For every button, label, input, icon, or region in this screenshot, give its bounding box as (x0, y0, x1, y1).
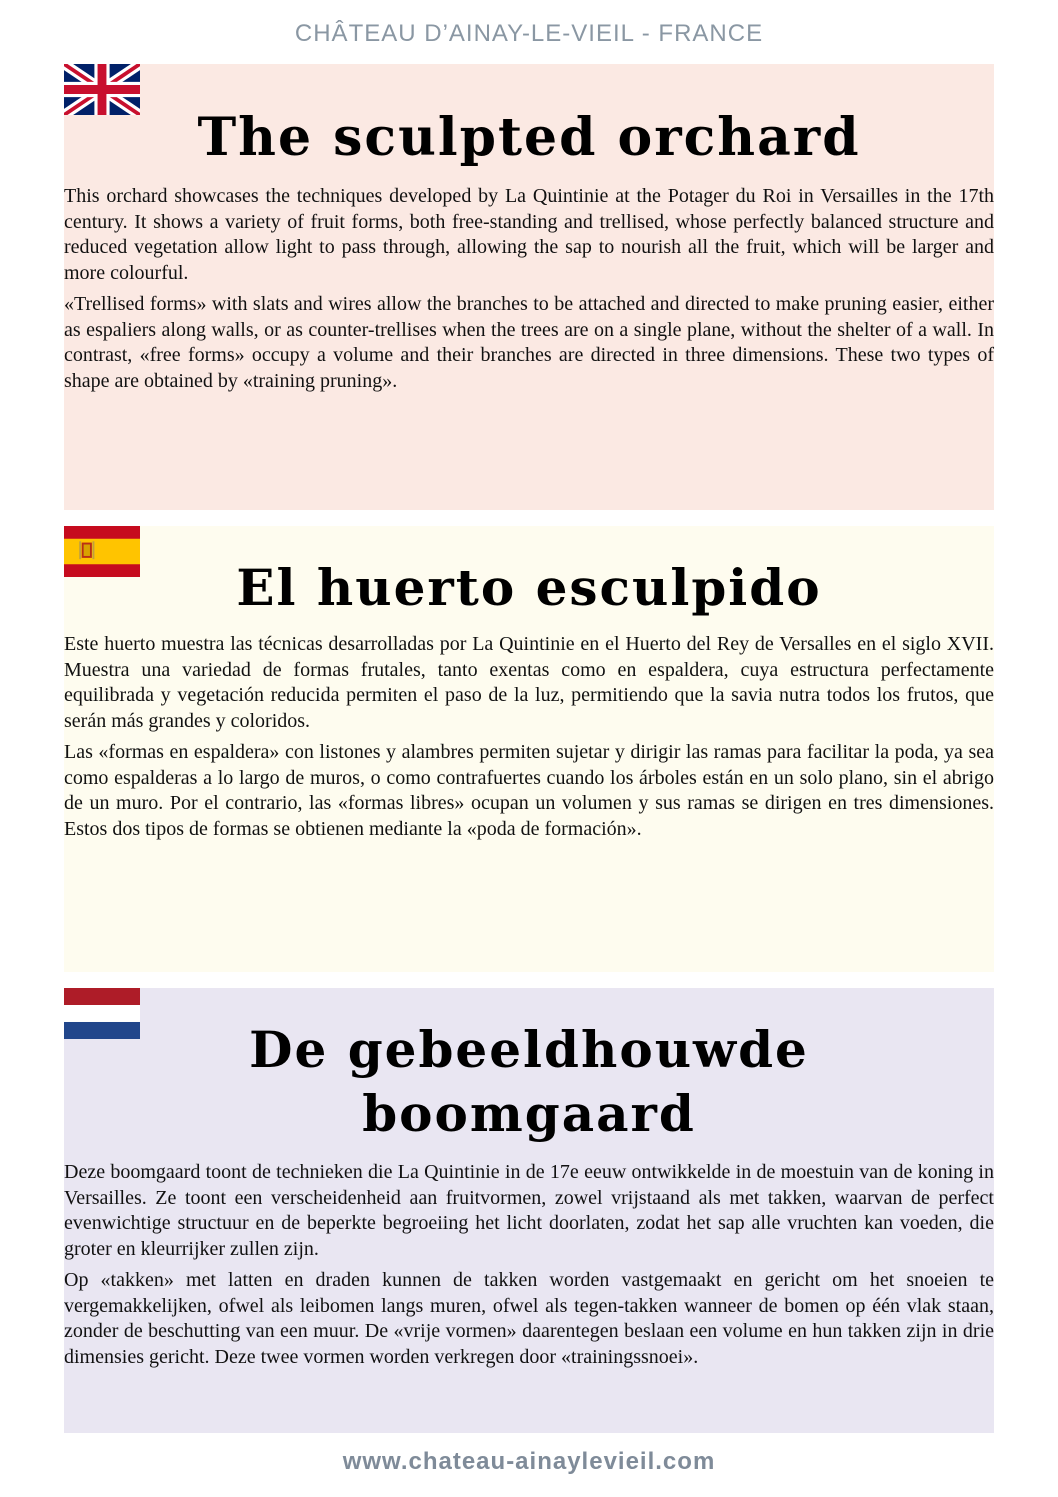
section-title: El huerto esculpido (236, 558, 822, 617)
section-spanish (64, 526, 994, 972)
section-body (64, 632, 994, 848)
section-body (64, 184, 994, 400)
paragraph: Las «formas en espaldera» con listones y alambres permiten sujetar y dirigir las ramas para facilitar la poda, ya sea como espalderas a lo largo de muros, o como contrafuertes cuando los árboles están en un solo plano, sin el abrigo de un muro. Por el contrario, las «formas libres» ocupan un volumen y sus ramas se dirigen en tres dimensiones. Estos dos tipos de formas se obtienen mediante la «poda de formación». (64, 741, 994, 840)
section-dutch (64, 988, 994, 1433)
title-line: De gebeeldhouwde (249, 1020, 809, 1079)
website-url[interactable]: www.chateau-ainaylevieil.com (342, 1448, 716, 1475)
paragraph: «Trellised forms» with slats and wires allow the branches to be attached and directed to make pruning easier, either as espaliers along walls, or as counter-trellises when the trees are on a single plane, without the shelter of a wall. In contrast, «free forms» occupy a volume and their branches are directed in three dimensions. These two types of shape are obtained by «training pruning». (64, 293, 994, 392)
paragraph: Deze boomgaard toont de technieken die La Quintinie in de 17e eeuw ontwikkelde in de moestuin van de koning in Versailles. Ze toont een verscheidenheid aan fruitvormen, zowel vrijstaand als met takken, waarvan de perfect evenwichtige structuur en de beperkte begroeiing het licht doorlaten, zodat het sap alle vruchten kan voeden, die groter en kleurrijker zullen zijn. (64, 1161, 994, 1260)
page-header: CHÂTEAU D’AINAY-LE-VIEIL - FRANCE (294, 20, 764, 47)
section-title: The sculpted orchard (197, 107, 861, 168)
paragraph: This orchard showcases the techniques developed by La Quintinie at the Potager du Roi in Versailles in the 17th century. It shows a variety of fruit forms, both free-standing and trellised, whose perfectly balanced structure and reduced vegetation allow light to pass through, allowing the sap to nourish all the fruit, which will be larger and more colourful. (64, 185, 994, 284)
section-title (64, 1018, 994, 1146)
paragraph: Op «takken» met latten en draden kunnen de takken worden vastgemaakt en gericht om het snoeien te vergemakkelijken, ofwel als leibomen langs muren, ofwel als tegen-takken wanneer de bomen op één vlak staan, zonder de beschutting van een muur. De «vrije vormen» daarentegen beslaan een volume en hun takken zijn in drie dimensies gericht. Deze twee vormen worden verkregen door «trainingssnoei». (64, 1269, 994, 1368)
title-line: boomgaard (362, 1084, 696, 1143)
paragraph: Este huerto muestra las técnicas desarrolladas por La Quintinie en el Huerto del Rey de Versalles en el siglo XVII. Muestra una variedad de formas frutales, tanto exentas como en espaldera, cuya estructura perfectamente equilibrada y vegetación reducida permiten el paso de la luz, permitiendo que la savia nutra todos los frutos, que serán más grandes y coloridos. (64, 633, 994, 732)
section-english (64, 64, 994, 510)
section-body (64, 1160, 994, 1376)
